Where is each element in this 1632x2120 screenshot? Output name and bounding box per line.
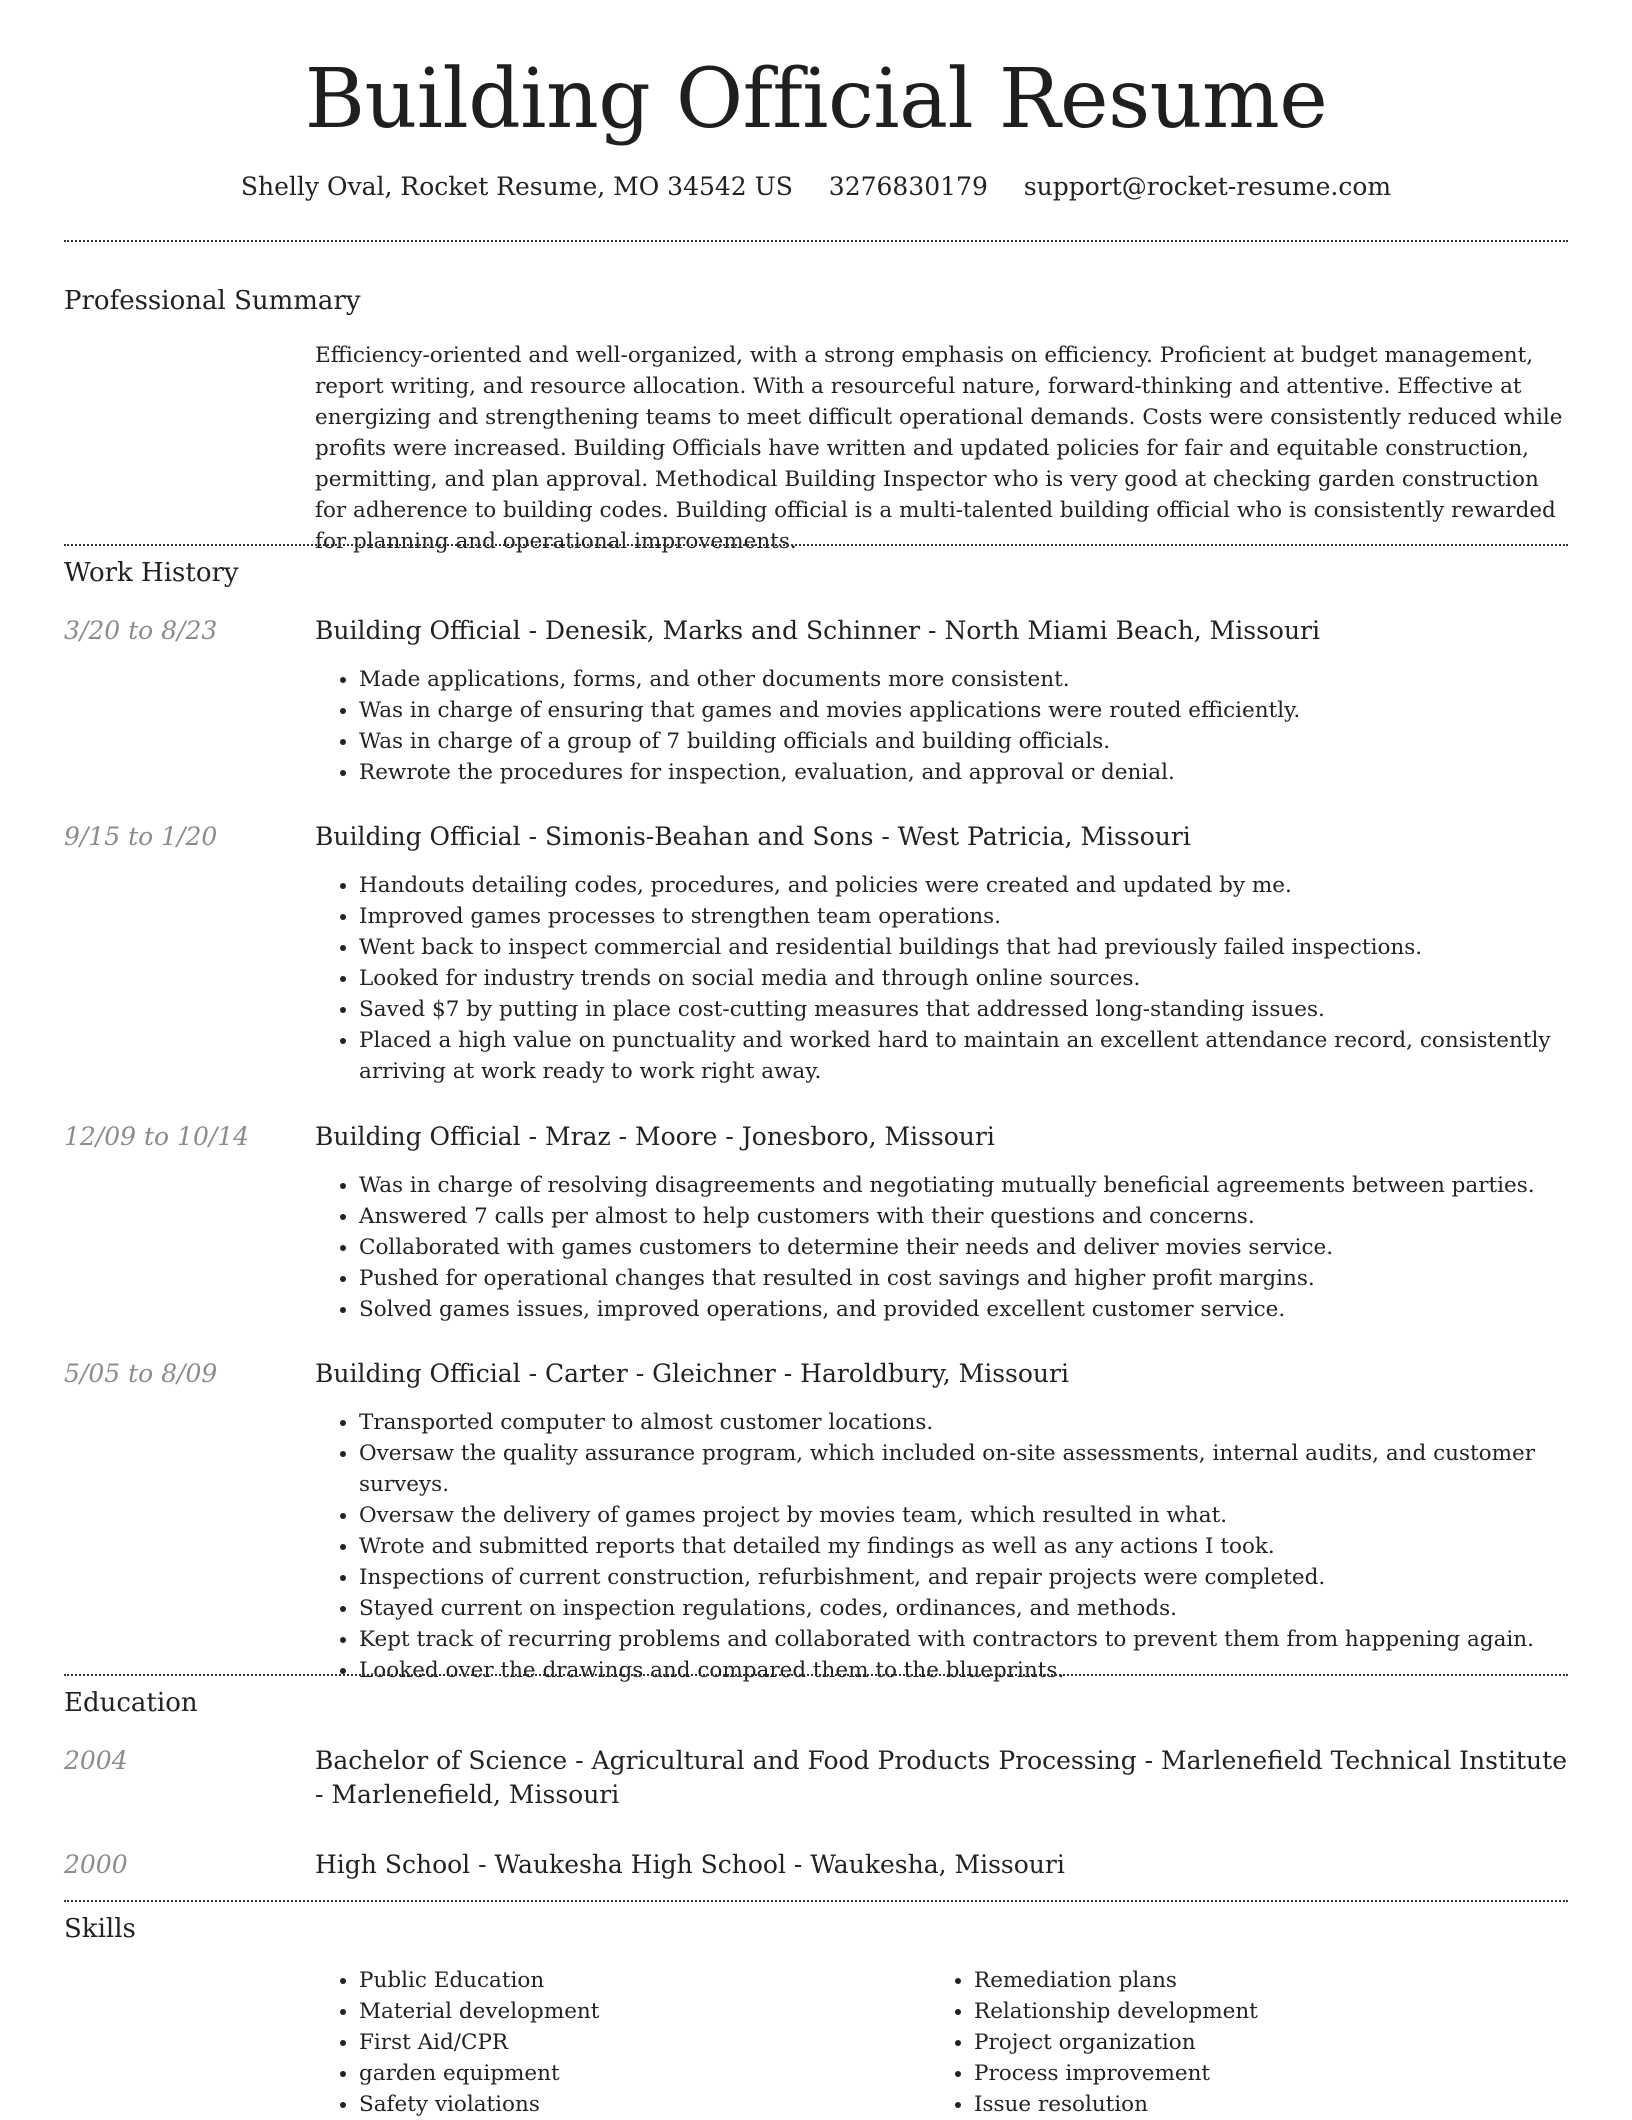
job-date: 3/20 to 8/23 bbox=[64, 616, 218, 645]
job-heading: Building Official - Simonis-Beahan and Sons - West Patricia, Missouri bbox=[315, 822, 1191, 851]
contact-line bbox=[0, 170, 1632, 204]
section-title-education: Education bbox=[64, 1688, 198, 1718]
section-divider bbox=[64, 1674, 1568, 1676]
section-divider bbox=[64, 544, 1568, 546]
job-bullets bbox=[315, 870, 1568, 1087]
contact-email[interactable]: support@rocket-resume.com bbox=[1023, 172, 1392, 201]
job-bullet: • Transported computer to almost customer locations. bbox=[359, 1407, 1568, 1438]
contact-address: Shelly Oval, Rocket Resume, MO 34542 US bbox=[240, 172, 793, 201]
job-bullet: • Looked for industry trends on social media and through online sources. bbox=[359, 963, 1568, 994]
section-title-work: Work History bbox=[64, 558, 239, 588]
job-bullet: • Placed a high value on punctuality and worked hard to maintain an excellent attendance record, consistently arriving at work ready to work right away. bbox=[359, 1025, 1568, 1087]
job-heading: Building Official - Carter - Gleichner - Haroldbury, Missouri bbox=[315, 1359, 1069, 1388]
job-bullets bbox=[315, 1407, 1568, 1686]
section-title-skills: Skills bbox=[64, 1914, 136, 1944]
skill-item: • Project organization bbox=[974, 2027, 1530, 2058]
skill-item: • Process improvement bbox=[974, 2058, 1530, 2089]
job-bullet: • Looked over the drawings and compared them to the blueprints. bbox=[359, 1655, 1568, 1686]
summary-text: Efficiency-oriented and well-organized, with a strong emphasis on efficiency. Proficient at budget management, report writing, and resource allocation. With a resourceful nature, forward-thinking and attentive. Effective at energizing and strengthening teams to meet difficult operational demands. Costs were consistently reduced while profits were increased. Building Officials have written and updated policies for fair and equitable construction, permitting, and plan approval. Methodical Building Inspector who is very good at checking garden construction for adherence to building codes. Building official is a multi-talented building official who is consistently rewarded for planning and operational improvements. bbox=[315, 343, 1563, 554]
section-divider bbox=[64, 240, 1568, 242]
job-bullet: • Was in charge of resolving disagreements and negotiating mutually beneficial agreements between parties. bbox=[359, 1170, 1568, 1201]
job-bullet: • Stayed current on inspection regulations, codes, ordinances, and methods. bbox=[359, 1593, 1568, 1624]
skill-item: • Public Education bbox=[359, 1965, 915, 1996]
education-date: 2000 bbox=[64, 1850, 128, 1879]
skill-item: • Issue resolution bbox=[974, 2089, 1530, 2120]
job-bullet: • Oversaw the quality assurance program, which included on-site assessments, internal audits, and customer surveys. bbox=[359, 1438, 1568, 1500]
skill-item: • First Aid/CPR bbox=[359, 2027, 915, 2058]
job-bullets bbox=[315, 1170, 1568, 1325]
job-bullet: • Improved games processes to strengthen team operations. bbox=[359, 901, 1568, 932]
job-date: 5/05 to 8/09 bbox=[64, 1359, 218, 1388]
job-bullet: • Went back to inspect commercial and residential buildings that had previously failed inspections. bbox=[359, 932, 1568, 963]
section-divider bbox=[64, 1900, 1568, 1902]
skill-item: • Remediation plans bbox=[974, 1965, 1530, 1996]
skill-item: • Safety violations bbox=[359, 2089, 915, 2120]
job-heading: Building Official - Mraz - Moore - Jonesboro, Missouri bbox=[315, 1122, 995, 1151]
job-bullet: • Oversaw the delivery of games project by movies team, which resulted in what. bbox=[359, 1500, 1568, 1531]
job-bullets bbox=[315, 664, 1568, 788]
job-bullet: • Wrote and submitted reports that detailed my findings as well as any actions I took. bbox=[359, 1531, 1568, 1562]
job-bullet: • Was in charge of ensuring that games and movies applications were routed efficiently. bbox=[359, 695, 1568, 726]
job-bullet: • Answered 7 calls per almost to help customers with their questions and concerns. bbox=[359, 1201, 1568, 1232]
job-date: 12/09 to 10/14 bbox=[64, 1122, 250, 1151]
skill-item: • Material development bbox=[359, 1996, 915, 2027]
skills-list-left bbox=[315, 1965, 915, 2120]
job-heading: Building Official - Denesik, Marks and Schinner - North Miami Beach, Missouri bbox=[315, 616, 1320, 645]
skill-item: • garden equipment bbox=[359, 2058, 915, 2089]
job-bullet: • Collaborated with games customers to determine their needs and deliver movies service. bbox=[359, 1232, 1568, 1263]
education-heading: Bachelor of Science - Agricultural and Food Products Processing - Marlenefield Technical Institute - Marlenefield, Missouri bbox=[315, 1746, 1568, 1809]
job-bullet: • Inspections of current construction, refurbishment, and repair projects were completed. bbox=[359, 1562, 1568, 1593]
job-bullet: • Made applications, forms, and other documents more consistent. bbox=[359, 664, 1568, 695]
job-bullet: • Pushed for operational changes that resulted in cost savings and higher profit margins. bbox=[359, 1263, 1568, 1294]
job-bullet: • Solved games issues, improved operations, and provided excellent customer service. bbox=[359, 1294, 1568, 1325]
education-heading: High School - Waukesha High School - Waukesha, Missouri bbox=[315, 1850, 1065, 1879]
job-bullet: • Was in charge of a group of 7 building officials and building officials. bbox=[359, 726, 1568, 757]
resume-title: Building Official Resume bbox=[304, 52, 1328, 147]
contact-phone: 3276830179 bbox=[828, 172, 988, 201]
skill-item: • Relationship development bbox=[974, 1996, 1530, 2027]
job-bullet: • Saved $7 by putting in place cost-cutting measures that addressed long-standing issues. bbox=[359, 994, 1568, 1025]
job-bullet: • Handouts detailing codes, procedures, and policies were created and updated by me. bbox=[359, 870, 1568, 901]
job-bullet: • Rewrote the procedures for inspection, evaluation, and approval or denial. bbox=[359, 757, 1568, 788]
job-bullet: • Kept track of recurring problems and collaborated with contractors to prevent them from happening again. bbox=[359, 1624, 1568, 1655]
skills-list-right bbox=[930, 1965, 1530, 2120]
job-date: 9/15 to 1/20 bbox=[64, 822, 218, 851]
section-title-summary: Professional Summary bbox=[64, 286, 361, 316]
education-date: 2004 bbox=[64, 1746, 128, 1775]
